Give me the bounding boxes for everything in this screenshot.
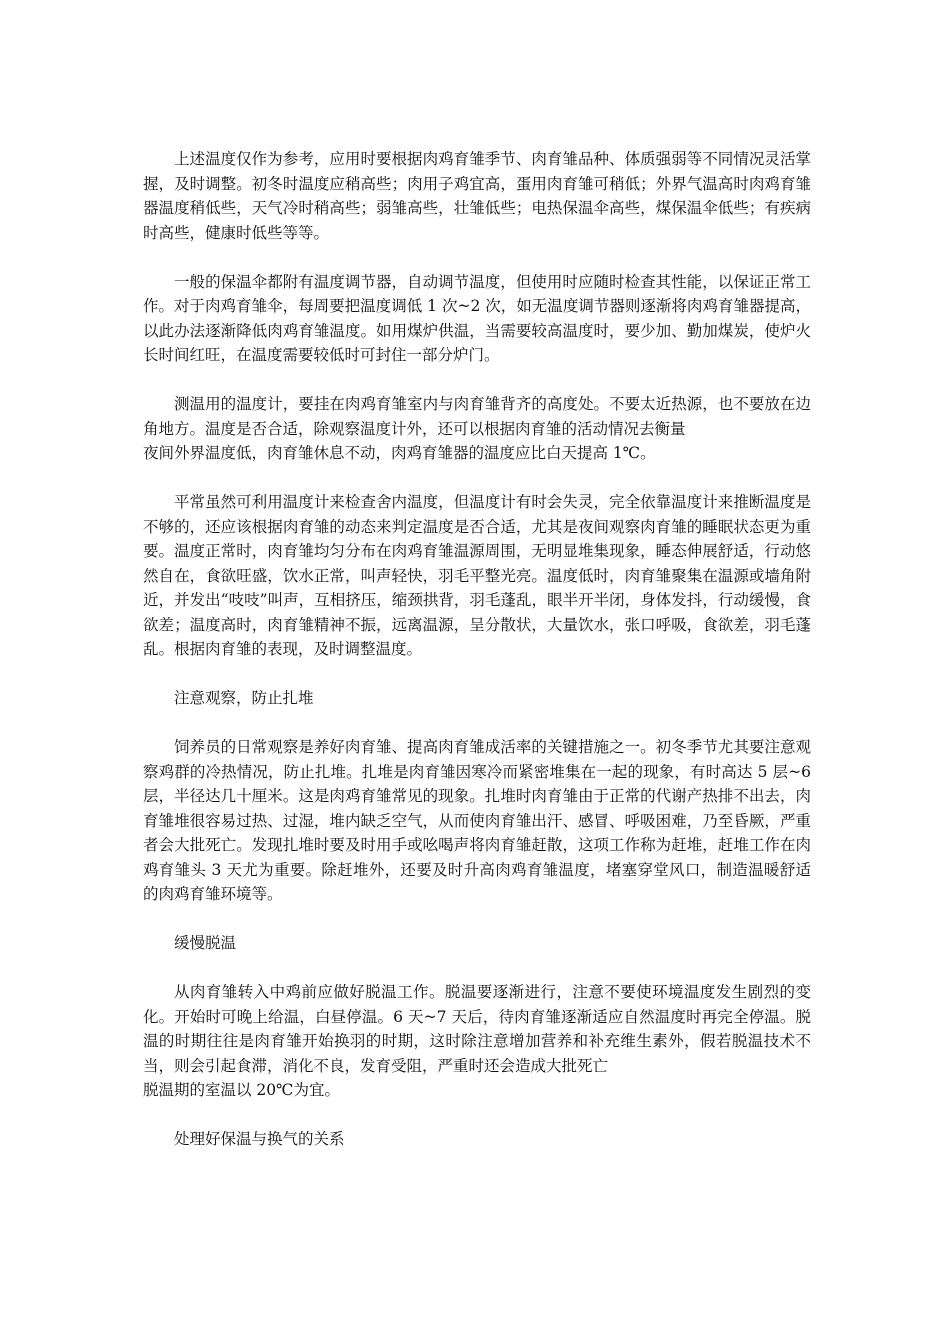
section-heading-warmth-ventilation: 处理好保温与换气的关系 (174, 1130, 345, 1148)
paragraph-temperature-reference: 上述温度仅作为参考，应用时要根据肉鸡育雏季节、肉育雏品种、体质强弱等不同情况灵活掌握，及时调整。初冬时温度应稍高些；肉用子鸡宜高，蛋用肉育雏可稍低；外界气温高时肉鸡育雏器温度稍低些，天气冷时稍高些；弱雏高些，壮雏低些；电热保温伞高些，煤保温伞低些；有疾病时高些，健康时低些等等。 (143, 150, 811, 242)
section-heading-prevent-piling: 注意观察，防止扎堆 (174, 689, 314, 707)
section-heading-gradual-weaning: 缓慢脱温 (174, 934, 237, 952)
document-body (143, 147, 811, 1176)
paragraph-weaning: 从肉育雏转入中鸡前应做好脱温工作。脱温要逐渐进行，注意不要使环境温度发生剧烈的变化。开始时可晚上给温，白昼停温。6 天~7 天后，待肉育雏逐渐适应自然温度时再完全停温。脱温的时期往往是肉育雏开始换羽的时期，这时除注意增加营养和补充维生素外，假若脱温技术不当，则会引起食滞，消化不良，发育受阻，严重时还会造成大批死亡 脱温期的室温以 20℃为宜。 (143, 983, 811, 1099)
paragraph-piling: 饲养员的日常观察是养好肉育雏、提高肉育雏成活率的关键措施之一。初冬季节尤其要注意观察鸡群的冷热情况，防止扎堆。扎堆是肉育雏因寒冷而紧密堆集在一起的现象，有时高达 5 层~6 层，半径达几十厘米。这是肉鸡育雏常见的现象。扎堆时肉育雏由于正常的代谢产热排不出去，肉育雏堆很容易过热、过湿，堆内缺乏空气，从而使肉育雏出汗、感冒、呼吸困难，乃至昏厥，严重者会大批死亡。发现扎堆时要及时用手或吆喝声将肉育雏赶散，这项工作称为赶堆，赶堆工作在肉鸡育雏头 3 天尤为重要。除赶堆外，还要及时升高肉鸡育雏温度，堵塞穿堂风口，制造温暖舒适的肉鸡育雏环境等。 (143, 738, 811, 903)
paragraph-chick-behavior: 平常虽然可利用温度计来检查舍内温度，但温度计有时会失灵，完全依靠温度计来推断温度是不够的，还应该根据肉育雏的动态来判定温度是否合适，尤其是夜间观察肉育雏的睡眠状态更为重要。温度正常时，肉育雏均匀分布在肉鸡育雏温源周围，无明显堆集现象，睡态伸展舒适，行动悠然自在，食欲旺盛，饮水正常，叫声轻快，羽毛平整光亮。温度低时，肉育雏聚集在温源或墙角附近，并发出“吱吱”叫声，互相挤压，缩颈拱背，羽毛蓬乱，眼半开半闭，身体发抖，行动缓慢，食欲差；温度高时，肉育雏精神不振，远离温源，呈分散状，大量饮水，张口呼吸，食欲差，羽毛蓬乱。根据肉育雏的表现，及时调整温度。 (143, 493, 811, 658)
paragraph-brooder-thermostat: 一般的保温伞都附有温度调节器，自动调节温度，但使用时应随时检查其性能，以保证正常工作。对于肉鸡育雏伞，每周要把温度调低 1 次~2 次，如无温度调节器则逐渐将肉鸡育雏器提高，以此办法逐渐降低肉鸡育雏温度。如用煤炉供温，当需要较高温度时，要少加、勤加煤炭，使炉火长时间红旺，在温度需要较低时可封住一部分炉门。 (143, 272, 811, 364)
paragraph-thermometer-placement: 测温用的温度计，要挂在肉鸡育雏室内与肉育雏背齐的高度处。不要太近热源，也不要放在边角地方。温度是否合适，除观察温度计外，还可以根据肉育雏的活动情况去衡量 夜间外界温度低，肉育雏休息不动，肉鸡育雏器的温度应比白天提高 1℃。 (143, 395, 811, 462)
